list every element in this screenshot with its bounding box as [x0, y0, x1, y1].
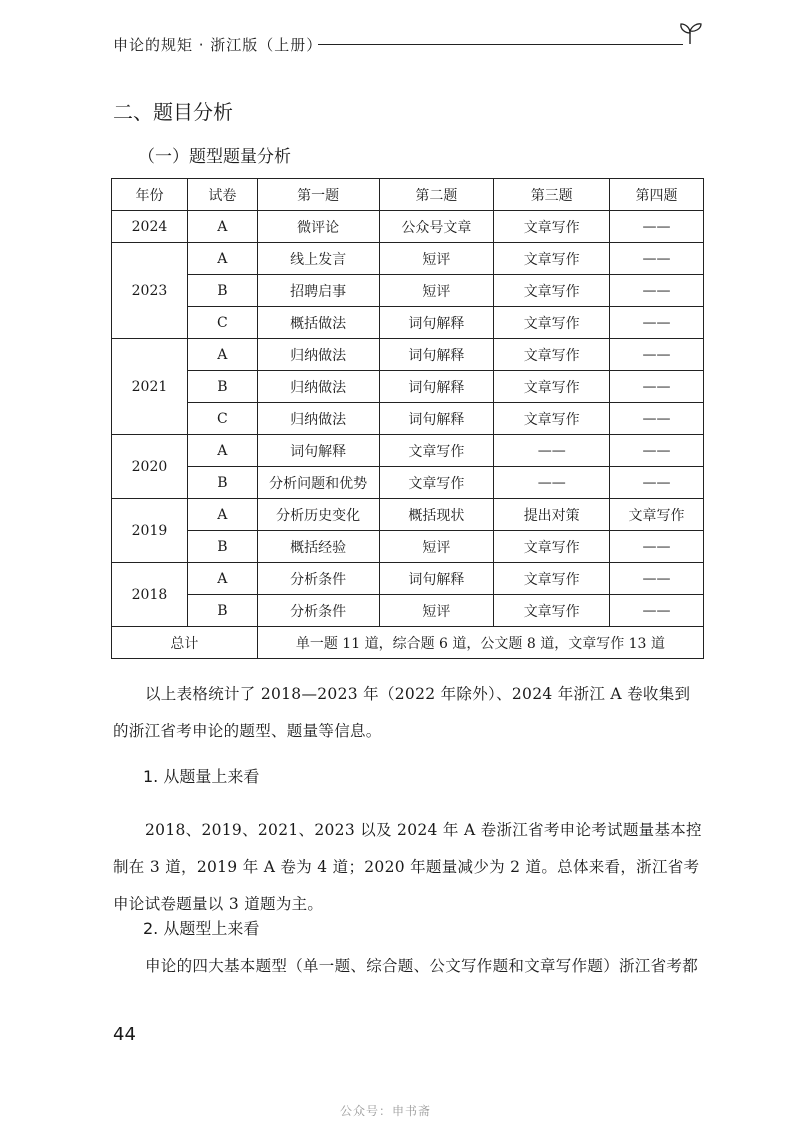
q3-cell: 文章写作 [494, 307, 610, 339]
q1-cell: 分析条件 [257, 563, 379, 595]
q1-cell: 概括做法 [257, 307, 379, 339]
total-row [112, 627, 704, 659]
q4-cell: —— [610, 467, 704, 499]
page-number: 44 [113, 1024, 136, 1045]
q2-cell: 词句解释 [379, 339, 494, 371]
paragraph-question-count: 2018、2019、2021、2023 以及 2024 年 A 卷浙江省考申论考试题量基本控制在 3 道，2019 年 A 卷为 4 道；2020 年题量减少为 2 道。总体来看，浙江省考申论试卷题量以 3 道题为主。 [113, 821, 702, 913]
q3-cell: 提出对策 [494, 499, 610, 531]
q4-cell: —— [610, 563, 704, 595]
col-header-year: 年份 [112, 179, 188, 211]
paper-cell: A [187, 435, 257, 467]
heading-question-type: 2. 从题型上来看 [143, 919, 260, 938]
q1-cell: 分析历史变化 [257, 499, 379, 531]
q4-cell: —— [610, 531, 704, 563]
q4-cell: —— [610, 275, 704, 307]
q2-cell: 文章写作 [379, 467, 494, 499]
year-cell: 2021 [112, 339, 188, 435]
col-header-q2: 第二题 [379, 179, 494, 211]
table-row [112, 275, 704, 307]
year-cell: 2019 [112, 499, 188, 563]
paper-cell: B [187, 371, 257, 403]
paper-cell: C [187, 403, 257, 435]
q3-cell: 文章写作 [494, 339, 610, 371]
year-cell: 2023 [112, 243, 188, 339]
q4-cell: —— [610, 435, 704, 467]
q4-cell: —— [610, 243, 704, 275]
q1-cell: 归纳做法 [257, 371, 379, 403]
q1-cell: 分析问题和优势 [257, 467, 379, 499]
q2-cell: 短评 [379, 243, 494, 275]
col-header-q3: 第三题 [494, 179, 610, 211]
q4-cell: —— [610, 339, 704, 371]
q2-cell: 词句解释 [379, 403, 494, 435]
col-header-q1: 第一题 [257, 179, 379, 211]
paper-cell: B [187, 531, 257, 563]
q4-cell: —— [610, 403, 704, 435]
paper-cell: A [187, 243, 257, 275]
q1-cell: 微评论 [257, 211, 379, 243]
table-row [112, 371, 704, 403]
q1-cell: 招聘启事 [257, 275, 379, 307]
q3-cell: —— [494, 435, 610, 467]
q3-cell: 文章写作 [494, 595, 610, 627]
question-type-table [111, 178, 704, 659]
table-row [112, 211, 704, 243]
paragraph-summary: 以上表格统计了 2018—2023 年（2022 年除外）、2024 年浙江 A 卷收集到的浙江省考申论的题型、题量等信息。 [113, 685, 691, 740]
paper-cell: A [187, 563, 257, 595]
table-row [112, 499, 704, 531]
table-row [112, 307, 704, 339]
paragraph-question-type: 申论的四大基本题型（单一题、综合题、公文写作题和文章写作题）浙江省考都 [145, 957, 699, 975]
table-header-row [112, 179, 704, 211]
section-heading: 二、题目分析 [113, 100, 233, 124]
paper-cell: C [187, 307, 257, 339]
col-header-q4: 第四题 [610, 179, 704, 211]
q3-cell: —— [494, 467, 610, 499]
q4-cell: —— [610, 211, 704, 243]
q3-cell: 文章写作 [494, 243, 610, 275]
paper-cell: B [187, 467, 257, 499]
q2-cell: 文章写作 [379, 435, 494, 467]
q2-cell: 词句解释 [379, 307, 494, 339]
table-row [112, 531, 704, 563]
col-header-paper: 试卷 [187, 179, 257, 211]
q4-cell: —— [610, 307, 704, 339]
paper-cell: A [187, 339, 257, 371]
q3-cell: 文章写作 [494, 211, 610, 243]
total-value: 单一题 11 道，综合题 6 道，公文题 8 道，文章写作 13 道 [257, 627, 703, 659]
table-row [112, 403, 704, 435]
table-row [112, 467, 704, 499]
watermark: 公众号：申书斋 [340, 1104, 432, 1118]
sub-heading: （一）题型题量分析 [138, 147, 291, 167]
heading-question-count: 1. 从题量上来看 [143, 767, 260, 786]
table-row [112, 563, 704, 595]
sprout-icon [677, 20, 703, 46]
q2-cell: 短评 [379, 275, 494, 307]
table-row [112, 243, 704, 275]
q3-cell: 文章写作 [494, 563, 610, 595]
paper-cell: B [187, 595, 257, 627]
q2-cell: 词句解释 [379, 563, 494, 595]
q1-cell: 归纳做法 [257, 339, 379, 371]
paper-cell: A [187, 499, 257, 531]
q3-cell: 文章写作 [494, 403, 610, 435]
q1-cell: 分析条件 [257, 595, 379, 627]
year-cell: 2018 [112, 563, 188, 627]
q2-cell: 短评 [379, 595, 494, 627]
q1-cell: 归纳做法 [257, 403, 379, 435]
q2-cell: 短评 [379, 531, 494, 563]
q2-cell: 词句解释 [379, 371, 494, 403]
q1-cell: 概括经验 [257, 531, 379, 563]
q1-cell: 线上发言 [257, 243, 379, 275]
q3-cell: 文章写作 [494, 371, 610, 403]
q2-cell: 公众号文章 [379, 211, 494, 243]
paper-cell: A [187, 211, 257, 243]
q1-cell: 词句解释 [257, 435, 379, 467]
year-cell: 2020 [112, 435, 188, 499]
year-cell: 2024 [112, 211, 188, 243]
total-label: 总计 [112, 627, 258, 659]
q4-cell: —— [610, 595, 704, 627]
q3-cell: 文章写作 [494, 531, 610, 563]
q3-cell: 文章写作 [494, 275, 610, 307]
q2-cell: 概括现状 [379, 499, 494, 531]
q4-cell: 文章写作 [610, 499, 704, 531]
header-rule [318, 44, 683, 45]
table-row [112, 595, 704, 627]
table-row [112, 435, 704, 467]
table-row [112, 339, 704, 371]
q4-cell: —— [610, 371, 704, 403]
paper-cell: B [187, 275, 257, 307]
running-title: 申论的规矩 · 浙江版（上册） [113, 36, 323, 54]
